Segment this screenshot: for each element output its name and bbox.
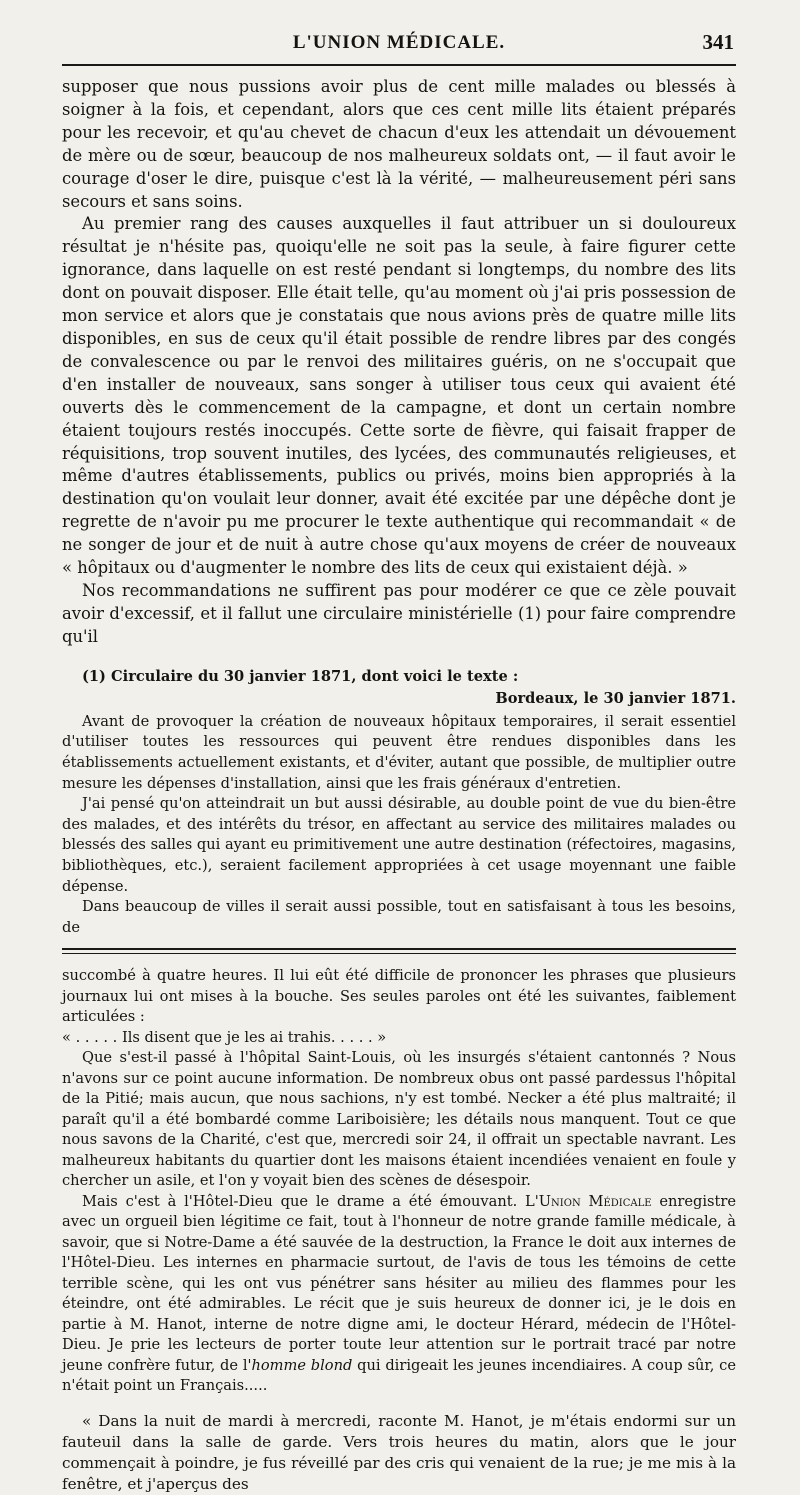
p3-before: Mais c'est à l'Hôtel-Dieu que le drame a été émouvant. [82,1192,526,1210]
p3-mid: enregistre avec un orgueil bien légitime ce fait, tout à l'honneur de notre grande famille médicale, à savoir, que si Notre-Dame a été sauvée de la destruction, la France le doit aux internes de l'Hôtel-Dieu. Les internes en pharmacie surtout, de l'avis de tous les témoins de cette terrible scène, qui les ont vus pénétrer sans hésiter au milieu des flammes pour les éteindre, ont été admirables. Le récit que je suis heureux de donner ici, je le dois en partie à M. Hanot, interne de notre digne ami, le docteur Hérard, médecin de l'Hôtel-Dieu. Je prie les lecteurs de porter toute leur attention sur le portrait tracé par notre jeune confrère futur, de l' [62,1192,736,1374]
p3-after: qui dirigeait les jeunes incendiaires. A coup sûr, ce n'était point un Français..... [62,1356,736,1395]
footnote-paragraph-3: Dans beaucoup de villes il serait aussi possible, tout en satisfaisant à tous les besoins, de [62,898,736,936]
journal-name: L'Union Médicale [525,1192,652,1210]
footnote [62,667,736,939]
feuilleton-paragraph-1: succombé à quatre heures. Il lui eût été difficile de prononcer les phrases que plusieurs journaux lui ont mises à la bouche. Ses seules paroles ont été les suivantes, faiblement articulées : [62,967,736,1026]
separator-rule-thin [62,953,736,954]
feuilleton-quote: « . . . . . Ils disent que je les ai trahis. . . . . » [62,1028,387,1046]
page-header [62,32,736,64]
main-paragraph-1: supposer que nous pussions avoir plus de cent mille malades ou blessés à soigner à la fois, et cependant, alors que ces cent mille lits étaient préparés pour les recevoir, et qu'au chevet de chacun d'eux les attendait un dévouement de mère ou de sœur, beaucoup de nos malheureux soldats ont, — il faut avoir le courage d'oser le dire, puisque c'est là la vérité, — malheureusement péri sans secours et sans soins. [62,77,736,211]
footnote-paragraph-2: J'ai pensé qu'on atteindrait un but aussi désirable, au double point de vue du bien-être des malades, et des intérêts du trésor, en affectant au service des militaires malades ou blessés des salles qui ayant eu primitivement une autre destination (réfectoires, magasins, bibliothèques, etc.), seraient facilement appropriées à cet usage moyennant une faible dépense. [62,795,736,895]
main-paragraph-3: Nos recommandations ne suffirent pas pour modérer ce que ce zèle pouvait avoir d'excessif, et il fallut une circulaire ministérielle (1) pour faire comprendre qu'il [62,580,736,646]
feuilleton-paragraph-4: « Dans la nuit de mardi à mercredi, raconte M. Hanot, je m'étais endormi sur un fauteuil dans la salle de garde. Vers trois heures du matin, alors que le jour commençait à poindre, je fus réveillé par des cris qui venaient de la rue; je me mis à la fenêtre, et j'aperçus des [62,1411,736,1493]
main-paragraph-2: Au premier rang des causes auxquelles il faut attribuer un si douloureux résultat je n'hésite pas, quoiqu'elle ne soit pas la seule, à faire figurer cette ignorance, dans laquelle on est resté pendant si longtemps, du nombre des lits dont on pouvait disposer. Elle était telle, qu'au moment où j'ai pris possession de mon service et alors que je constatais que nous avions près de quatre mille lits disponibles, en sus de ceux qu'il était possible de rendre libres par des congés de convalescence ou par le renvoi des militaires guéris, on ne s'occupait que d'en installer de nouveaux, sans songer à utiliser tous ceux qui avaient été ouverts dès le commencement de la campagne, et dont un certain nombre étaient toujours restés inoccupés. Cette sorte de fièvre, qui faisait frapper de réquisitions, trop souvent inutiles, des lycées, des communautés religieuses, et même d'autres établissements, publics ou privés, moins bien appropriés à la destination qu'on voulait leur donner, avait été excitée par une dépêche dont je regrette de n'avoir pu me procurer le texte authentique qui recommandait « de ne songer de jour et de nuit à autre chose qu'aux moyens de créer de nouveaux « hôpitaux ou d'augmenter le nombre des lits de ceux qui existaient déjà. » [62,214,736,578]
footnote-paragraph-1: Avant de provoquer la création de nouveaux hôpitaux temporaires, il serait essentiel d'utiliser toutes les ressources qui peuvent être rendues disponibles dans les établissements actuellement existants, et d'éviter, autant que possible, de multiplier outre mesure les dépenses d'installation, ainsi que les frais généraux d'entretien. [62,712,736,792]
italic-phrase: homme blond [251,1356,353,1374]
feuilleton-text [62,966,736,1495]
section-separator [62,948,736,954]
footnote-title: (1) Circulaire du 30 janvier 1871, dont voici le texte : [82,667,519,685]
main-text [62,76,736,649]
feuilleton-paragraph-3 [62,1192,736,1397]
page-number: 341 [702,30,734,54]
feuilleton-paragraph-2: Que s'est-il passé à l'hôpital Saint-Louis, où les insurgés s'étaient cantonnés ? Nous n'avons sur ce point aucune information. De nombreux obus ont passé pardessus l'hôpital de la Pitié; mais aucun, que nous sachions, n'y est tombé. Necker a été plus maltraité; il paraît qu'il a été bombardé comme Lariboisière; les détails nous manquent. Tout ce que nous savons de la Charité, c'est que, mercredi soir 24, il offrait un spectable navrant. Les malheureux habitants du quartier dont les maisons étaient incendiées venaient en foule y chercher un asile, et l'on y voyait bien des scènes de désespoir. [62,1049,736,1190]
header-rule [62,64,736,66]
running-title: L'UNION MÉDICALE. [292,32,506,53]
separator-rule-thick [62,948,736,950]
footnote-dateline: Bordeaux, le 30 janvier 1871. [495,690,736,708]
